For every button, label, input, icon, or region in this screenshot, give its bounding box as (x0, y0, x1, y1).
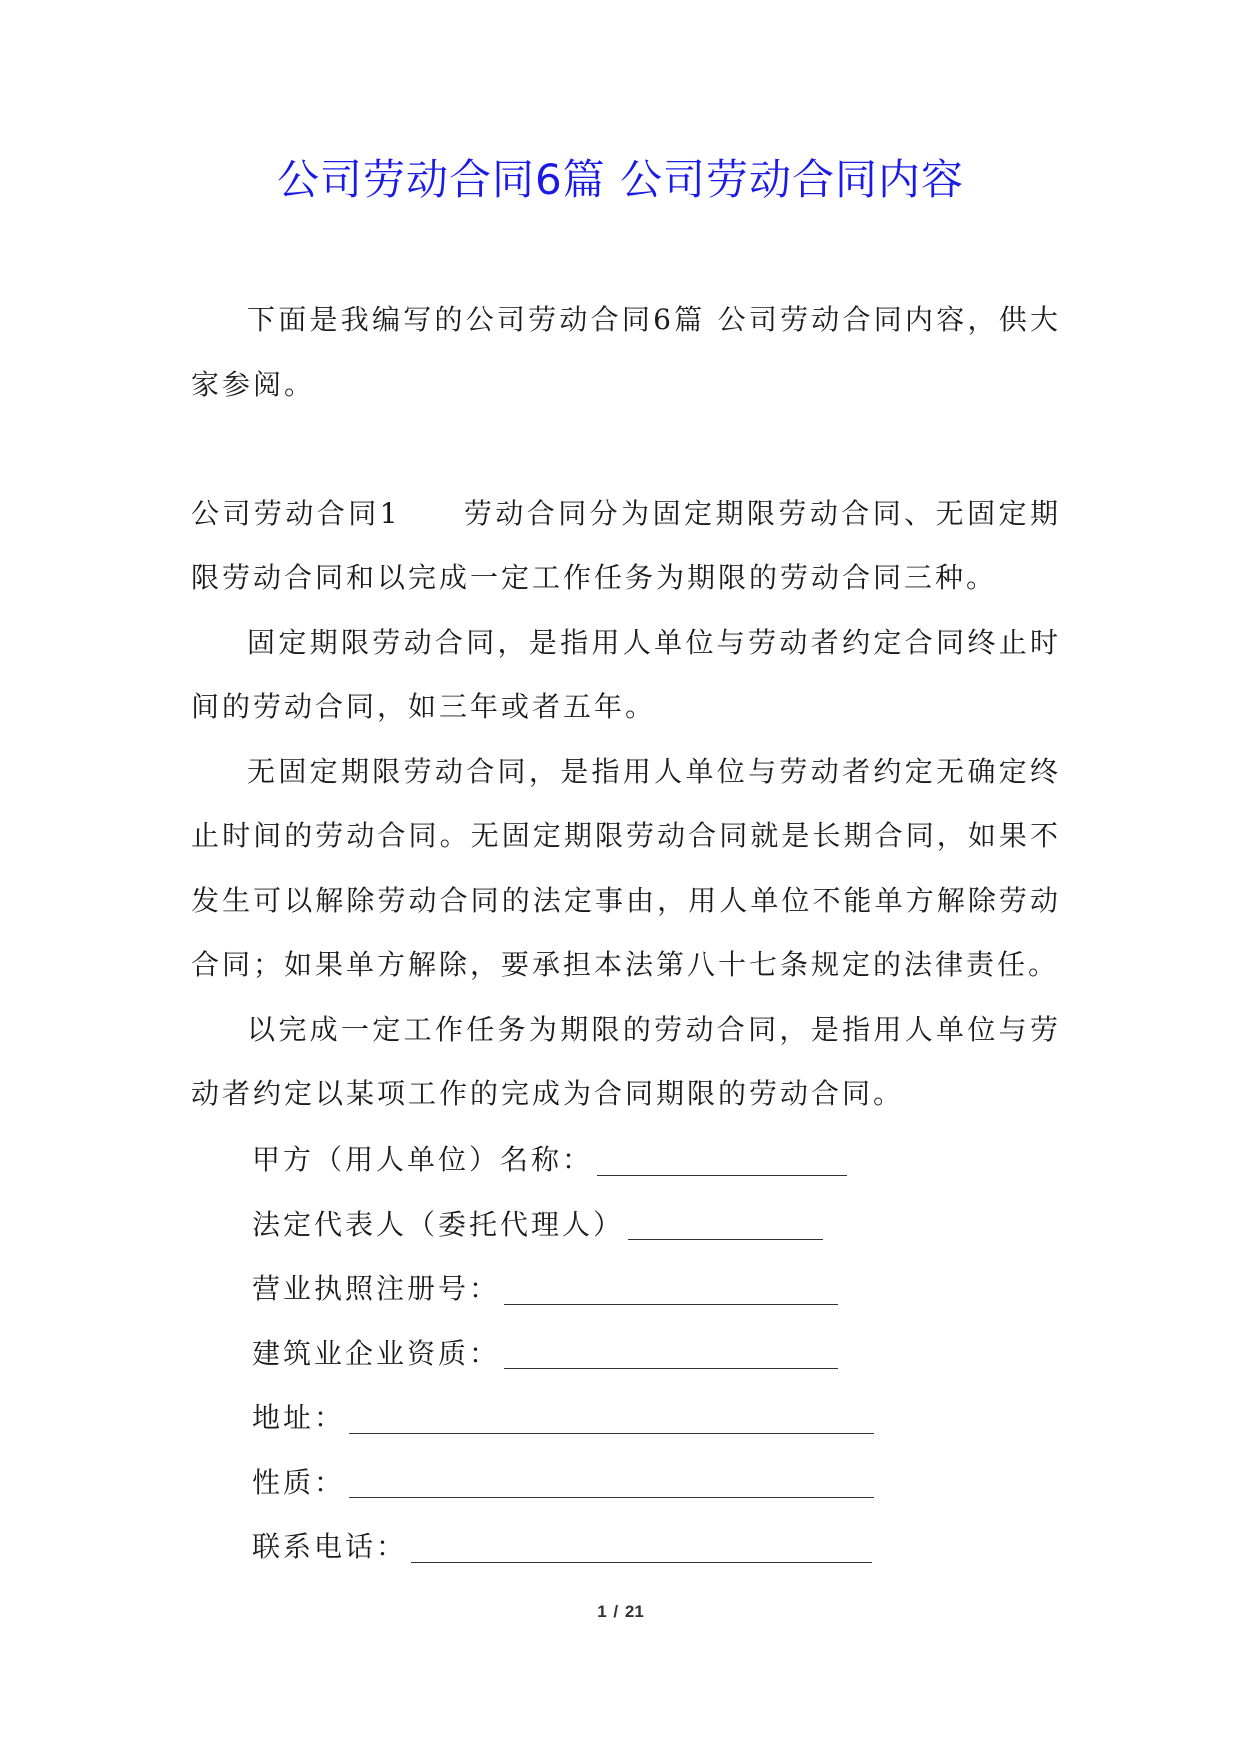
field-label: 地址： (252, 1401, 346, 1434)
intro-paragraph: 下面是我编写的公司劳动合同6篇 公司劳动合同内容，供大家参阅。 (191, 303, 1061, 401)
field-label: 建筑业企业资质： (252, 1336, 501, 1370)
field-label: 性质： (252, 1465, 346, 1499)
field-phone (252, 1515, 874, 1580)
field-label: 甲方（用人单位）名称： (252, 1143, 594, 1176)
field-label: 营业执照注册号： (252, 1272, 501, 1305)
paragraph-open-term: 无固定期限劳动合同，是指用人单位与劳动者约定无确定终止时间的劳动合同。无固定期限劳动合同就是长期合同，如果不发生可以解除劳动合同的法定事由，用人单位不能单方解除劳动合同；如果单方解除，要承担本法第八十七条规定的法律责任。 (191, 754, 1061, 981)
fill-in-blank[interactable] (504, 1274, 838, 1305)
paragraph-task-term: 以完成一定工作任务为期限的劳动合同，是指用人单位与劳动者约定以某项工作的完成为合同期限的劳动合同。 (191, 1012, 1061, 1110)
paragraph-contract-1: 公司劳动合同1 劳动合同分为固定期限劳动合同、无固定期限劳动合同和以完成一定工作任务为期限的劳动合同三种。 (191, 496, 1061, 594)
field-label: 法定代表人（委托代理人） (252, 1207, 625, 1241)
fill-in-blank[interactable] (597, 1145, 847, 1176)
total-pages: 21 (624, 1602, 644, 1621)
fill-in-blank[interactable] (504, 1338, 838, 1369)
fill-in-blank[interactable] (349, 1403, 874, 1434)
field-nature (252, 1451, 874, 1516)
current-page: 1 (597, 1602, 607, 1621)
fill-in-blank[interactable] (349, 1467, 874, 1498)
page-number (0, 1602, 1241, 1622)
fill-in-blank[interactable] (411, 1532, 872, 1563)
party-a-fields (252, 1128, 874, 1580)
page-separator: / (613, 1602, 619, 1621)
field-enterprise-qualification (252, 1322, 874, 1387)
field-employer-name (252, 1128, 874, 1193)
document-body (191, 288, 1061, 1127)
field-label: 联系电话： (252, 1530, 408, 1563)
field-legal-representative (252, 1193, 874, 1258)
field-address (252, 1386, 874, 1451)
document-title: 公司劳动合同6篇 公司劳动合同内容 (276, 155, 965, 204)
fill-in-blank[interactable] (628, 1209, 823, 1240)
field-business-license (252, 1257, 874, 1322)
paragraph-fixed-term: 固定期限劳动合同，是指用人单位与劳动者约定合同终止时间的劳动合同，如三年或者五年。 (191, 625, 1061, 723)
